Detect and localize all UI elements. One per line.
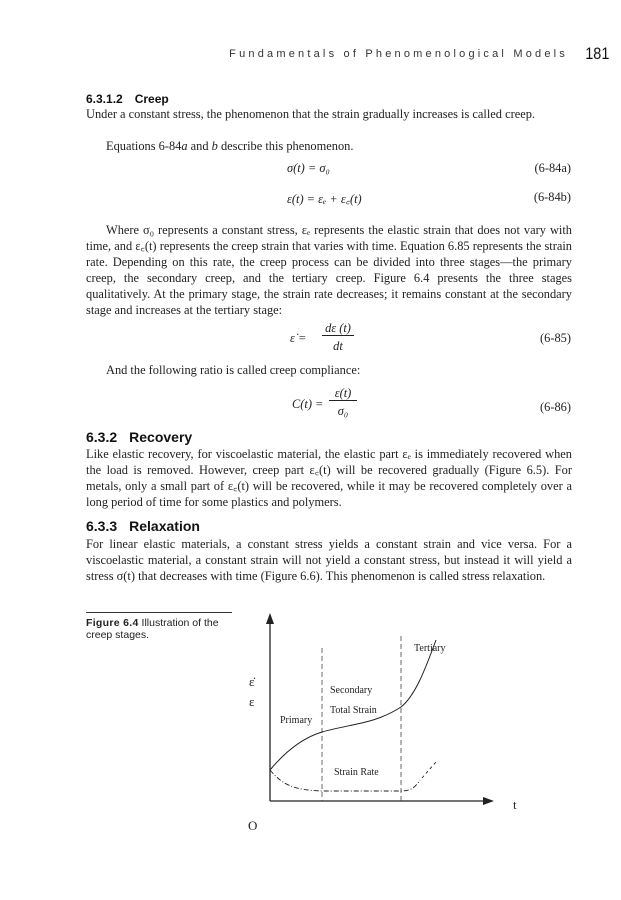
equation-6-85-lhs: ε̇ =	[290, 331, 307, 345]
label-total-strain: Total Strain	[330, 705, 377, 716]
equation-6-84b: ε(t) = εₑ + ε꜀(t)	[287, 192, 362, 206]
running-header	[0, 44, 621, 64]
paragraph-creep-compliance: And the following ratio is called creep compliance:	[106, 363, 361, 377]
figure-caption	[86, 612, 232, 641]
text-run: Equations 6-84	[106, 139, 182, 153]
equation-number-6-86: (6-86)	[540, 400, 571, 414]
paragraph-equations-intro	[86, 138, 572, 154]
section-heading-recovery	[86, 429, 192, 445]
y-label-strain: ε	[249, 694, 255, 709]
text-run: describe this phenomenon.	[217, 139, 354, 153]
label-tertiary: Tertiary	[414, 643, 446, 654]
section-number: 6.3.3	[86, 518, 118, 534]
section-heading-relaxation	[86, 518, 200, 534]
paragraph-recovery: Like elastic recovery, for viscoelastic material, the elastic part εₑ is immediately recovered when the load is removed. However, creep part ε꜀(t) will be recovered gradually (Figure 6.5). For metals, only a small part of ε꜀(t) will be recovered, while it may be recovered completely over a long period of time for some plastics and polymers.	[86, 447, 572, 509]
section-number: 6.3.2	[86, 429, 118, 445]
equation-6-85-denominator: dt	[333, 339, 343, 353]
section-title: Creep	[134, 92, 169, 106]
running-title: Fundamentals of Phenomenological Models	[229, 48, 568, 60]
equation-number-6-85: (6-85)	[540, 331, 571, 345]
section-title: Relaxation	[129, 518, 200, 534]
x-label-time: t	[513, 797, 517, 812]
section-title: Recovery	[129, 429, 193, 445]
figure-caption-text: Illustration of the creep stages.	[86, 617, 219, 641]
text-run-italic: b	[211, 139, 218, 153]
section-number: 6.3.1.2	[86, 92, 123, 106]
label-primary: Primary	[280, 715, 313, 726]
text-run-italic: a	[181, 139, 188, 153]
x-axis-arrow-icon	[483, 797, 494, 805]
equation-number-6-84a: (6-84a)	[534, 161, 571, 175]
equation-6-86-denominator: σ₀	[337, 404, 349, 418]
label-secondary: Secondary	[330, 685, 373, 696]
page-number: 181	[584, 44, 609, 63]
figure-label: Figure 6.4	[86, 617, 139, 629]
equation-6-86-lhs: C(t) =	[292, 397, 324, 411]
equation-number-6-84b: (6-84b)	[533, 190, 571, 204]
y-label-strain-rate: ε̇	[249, 674, 255, 689]
y-axis-arrow-icon	[266, 613, 274, 624]
paragraph-creep-definition: Under a constant stress, the phenomenon that the strain gradually increases is called creep.	[86, 107, 536, 121]
label-strain-rate: Strain Rate	[334, 767, 379, 778]
equation-6-85-numerator: dε (t)	[322, 321, 354, 336]
text-run: and	[187, 139, 212, 153]
strain-rate-tail	[422, 762, 436, 778]
equation-6-84a: σ(t) = σ₀	[287, 161, 330, 175]
section-heading-creep	[86, 92, 169, 106]
paragraph-creep-stages: Where σ₀ represents a constant stress, εₑ represents the elastic strain that does not vary with time, and ε꜀(t) represents the creep strain that varies with time. Equation 6.85 represents the strain rate. Depending on this rate, the creep process can be divided into three stages—the primary creep, the secondary creep, and the tertiary creep. Figure 6.4 presents the three stages qualitatively. At the primary stage, the strain rate decreases; it remains constant at the secondary stage and increases at the tertiary stage:	[86, 223, 572, 317]
origin-label: O	[248, 818, 258, 833]
paragraph-relaxation: For linear elastic materials, a constant stress yields a constant strain and vice versa. For a viscoelastic material, a constant strain will not yield a constant stress, but instead it will yield a stress σ(t) that decreases with time (Figure 6.6). This phenomenon is called stress relaxation.	[86, 537, 572, 583]
equation-6-86-numerator: ε(t)	[329, 386, 357, 401]
creep-stages-diagram	[230, 610, 530, 835]
